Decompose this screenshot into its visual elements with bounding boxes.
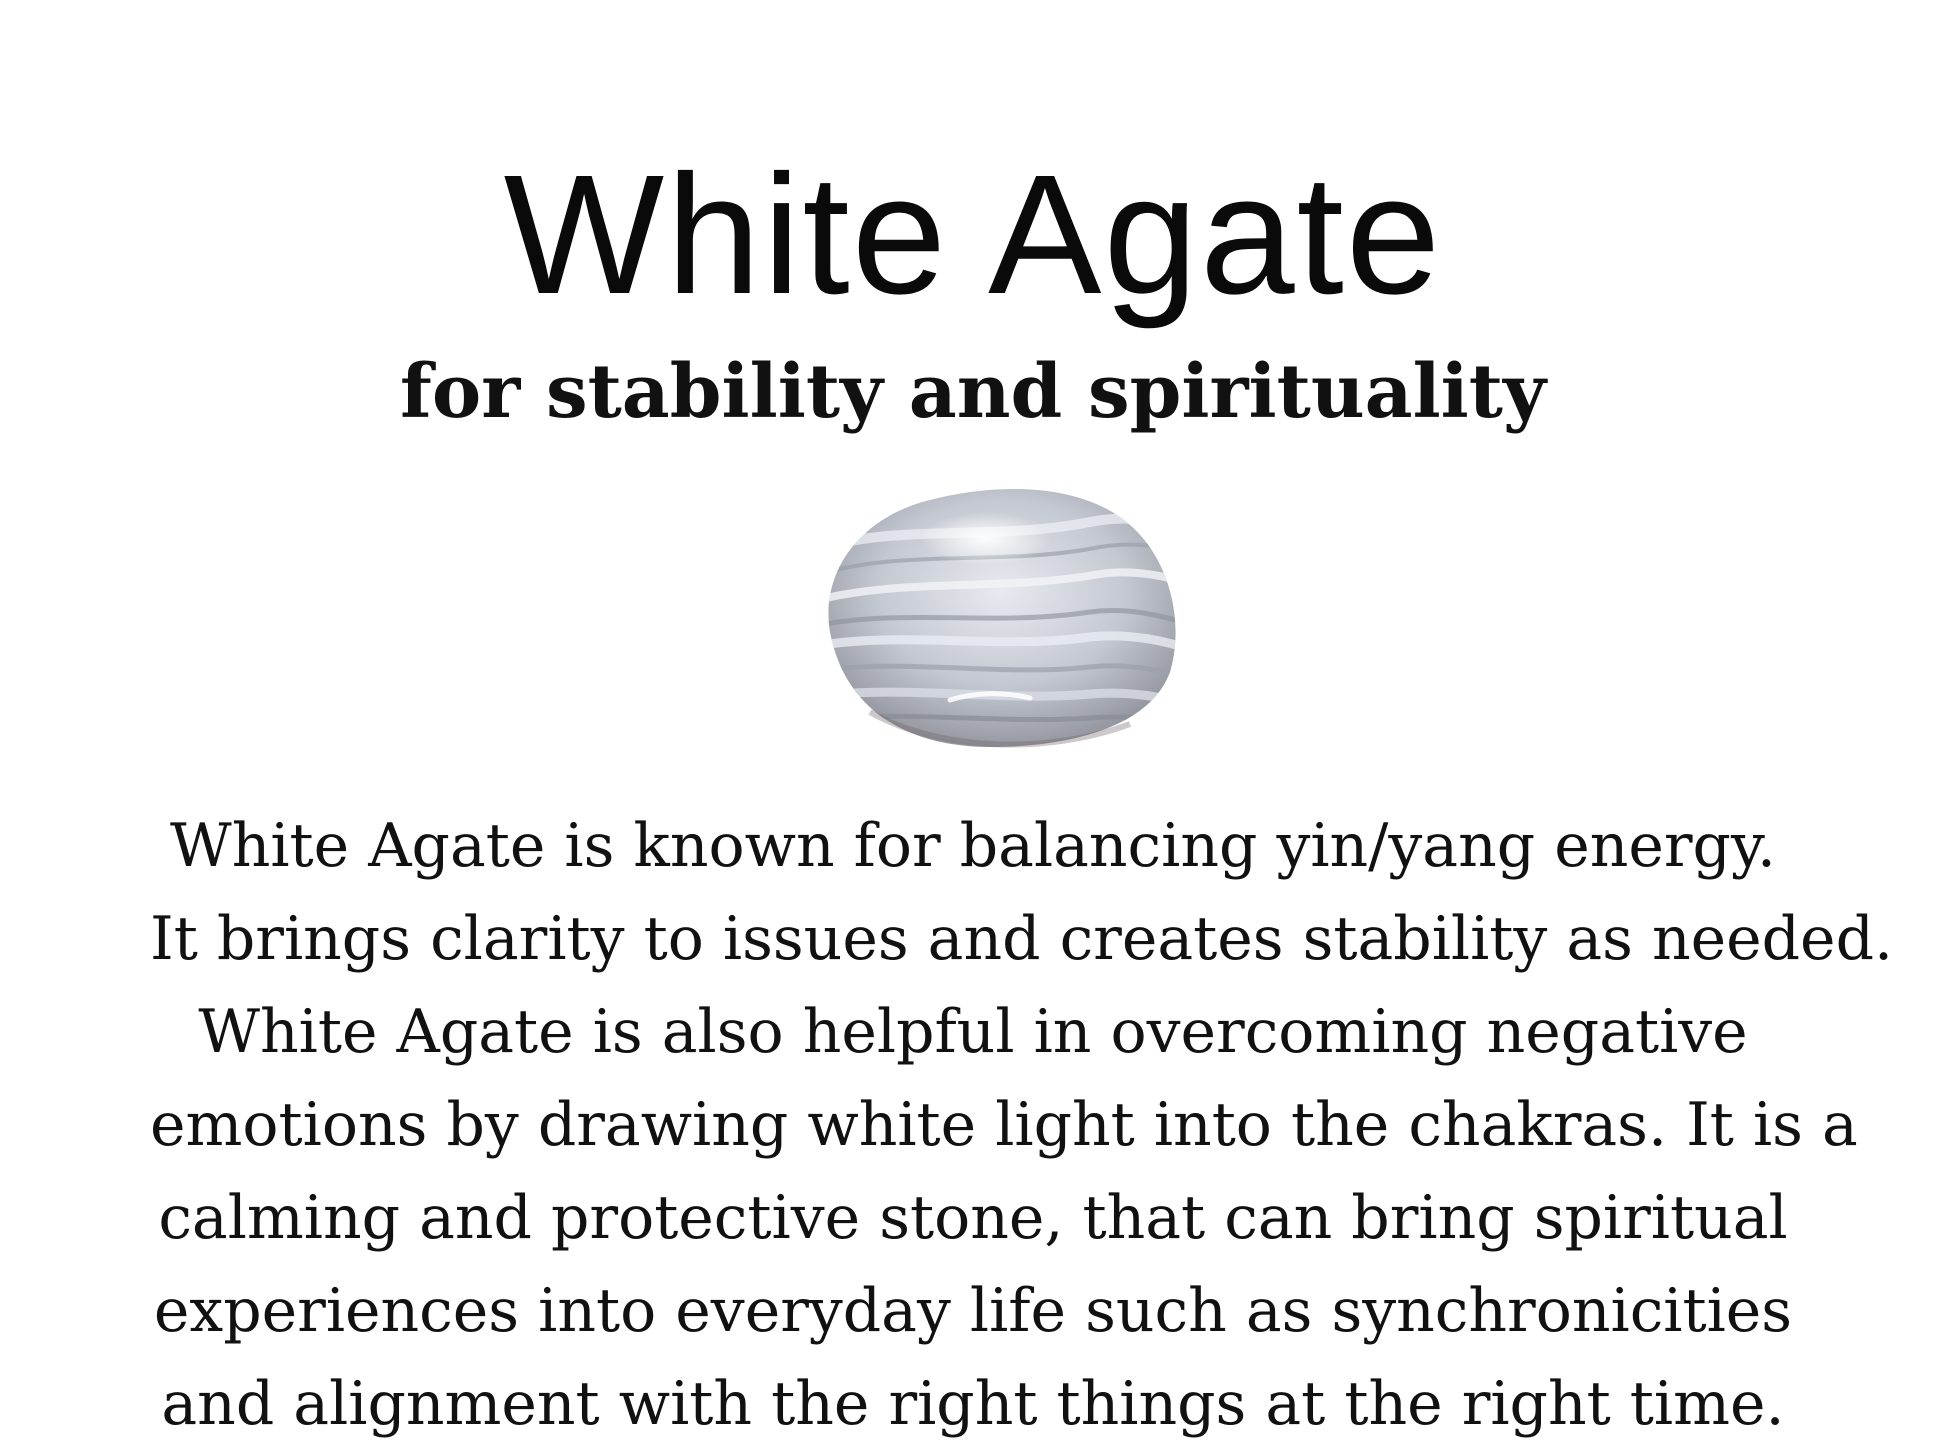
stone-body (810, 489, 1190, 747)
page-subtitle: for stability and spirituality (400, 349, 1546, 435)
description-line: emotions by drawing white light into the chakras. It is a (150, 1090, 1858, 1160)
description-line: calming and protective stone, that can bring spiritual (158, 1183, 1788, 1253)
description-line: White Agate is also helpful in overcoming negative (198, 997, 1748, 1067)
page-title: White Agate (503, 140, 1443, 330)
white-agate-stone-icon (790, 462, 1190, 762)
description-line: It brings clarity to issues and creates stability as needed. (150, 904, 1894, 974)
description-line: experiences into everyday life such as synchronicities (153, 1276, 1793, 1346)
description-line: White Agate is known for balancing yin/yang energy. (170, 811, 1776, 881)
description-text (150, 800, 1894, 1451)
description-line: and alignment with the right things at the right time. (161, 1369, 1785, 1439)
